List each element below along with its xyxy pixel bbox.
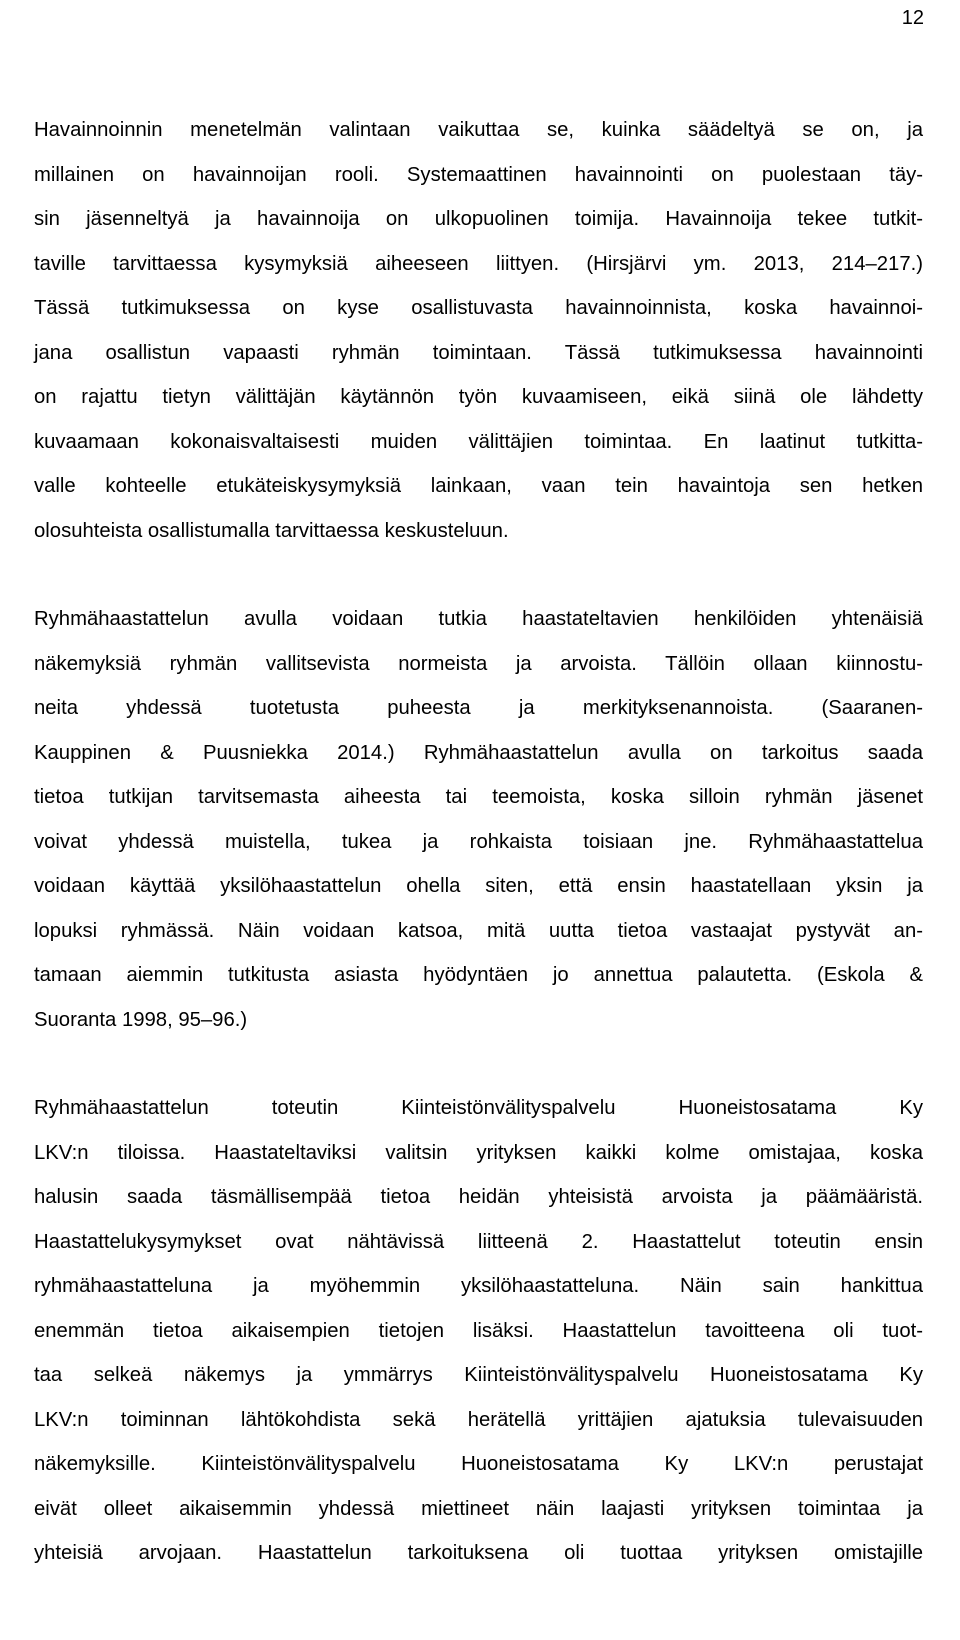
paragraph	[34, 1086, 923, 1576]
text-line: Haastattelukysymykset ovat nähtävissä liitteenä 2. Haastattelut toteutin ensin	[34, 1230, 923, 1253]
text-line: neita yhdessä tuotetusta puheesta ja merkityksenannoista. (Saaranen-	[34, 697, 923, 719]
text-line: jana osallistun vapaasti ryhmän toimintaan. Tässä tutkimuksessa havainnointi	[34, 341, 923, 364]
text-line: voivat yhdessä muistella, tukea ja rohkaista toisiaan jne. Ryhmähaastattelua	[34, 830, 923, 853]
text-line: Ryhmähaastattelun toteutin Kiinteistönvälityspalvelu Huoneistosatama Ky	[34, 1097, 923, 1119]
text-line: taa selkeä näkemys ja ymmärrys Kiinteistönvälityspalvelu Huoneistosatama Ky	[34, 1364, 923, 1386]
paragraph	[34, 597, 923, 1042]
text-line: Kauppinen & Puusniekka 2014.) Ryhmähaastattelun avulla on tarkoitus saada	[34, 741, 923, 764]
text-line: yhteisiä arvojaan. Haastattelun tarkoituksena oli tuottaa yrityksen omistajille	[34, 1542, 923, 1564]
text-line: halusin saada täsmällisempää tietoa heidän yhteisistä arvoista ja päämääristä.	[34, 1186, 923, 1208]
text-line: enemmän tietoa aikaisempien tietojen lisäksi. Haastattelun tavoitteena oli tuot-	[34, 1319, 923, 1342]
text-line: lopuksi ryhmässä. Näin voidaan katsoa, mitä uutta tietoa vastaajat pystyvät an-	[34, 919, 923, 942]
page-number: 12	[901, 7, 924, 29]
paragraph	[34, 108, 923, 553]
text-line: tietoa tutkijan tarvitsemasta aiheesta tai teemoista, koska silloin ryhmän jäsenet	[34, 786, 923, 808]
text-line: olosuhteista osallistumalla tarvittaessa keskusteluun.	[34, 519, 509, 542]
text-line: eivät olleet aikaisemmin yhdessä miettineet näin laajasti yrityksen toimintaa ja	[34, 1497, 923, 1520]
text-line: Havainnoinnin menetelmän valintaan vaikuttaa se, kuinka säädeltyä se on, ja	[34, 119, 923, 141]
text-line: sin jäsenneltyä ja havainnoija on ulkopuolinen toimija. Havainnoija tekee tutkit-	[34, 208, 923, 230]
text-line: LKV:n tiloissa. Haastateltaviksi valitsin yrityksen kaikki kolme omistajaa, koska	[34, 1141, 923, 1164]
text-line: valle kohteelle etukäteiskysymyksiä lainkaan, vaan tein havaintoja sen hetken	[34, 475, 923, 497]
text-line: Tässä tutkimuksessa on kyse osallistuvasta havainnoinnista, koska havainnoi-	[34, 297, 923, 319]
text-line: ryhmähaastatteluna ja myöhemmin yksilöhaastatteluna. Näin sain hankittua	[34, 1275, 923, 1297]
text-line: voidaan käyttää yksilöhaastattelun ohella siten, että ensin haastatellaan yksin ja	[34, 875, 923, 897]
document-body	[34, 108, 923, 1576]
text-line: taville tarvittaessa kysymyksiä aiheeseen liittyen. (Hirsjärvi ym. 2013, 214–217.)	[34, 252, 923, 275]
text-line: LKV:n toiminnan lähtökohdista sekä herätellä yrittäjien ajatuksia tulevaisuuden	[34, 1408, 923, 1431]
text-line: millainen on havainnoijan rooli. Systemaattinen havainnointi on puolestaan täy-	[34, 163, 923, 186]
text-line: Suoranta 1998, 95–96.)	[34, 1008, 248, 1031]
text-line: on rajattu tietyn välittäjän käytännön työn kuvaamiseen, eikä siinä ole lähdetty	[34, 386, 923, 408]
text-line: kuvaamaan kokonaisvaltaisesti muiden välittäjien toimintaa. En laatinut tutkitta-	[34, 430, 923, 453]
text-line: Ryhmähaastattelun avulla voidaan tutkia haastateltavien henkilöiden yhtenäisiä	[34, 608, 923, 630]
text-line: tamaan aiemmin tutkitusta asiasta hyödyntäen jo annettua palautetta. (Eskola &	[34, 964, 923, 986]
text-line: näkemyksiä ryhmän vallitsevista normeista ja arvoista. Tällöin ollaan kiinnostu-	[34, 652, 923, 675]
text-line: näkemyksille. Kiinteistönvälityspalvelu Huoneistosatama Ky LKV:n perustajat	[34, 1453, 923, 1475]
